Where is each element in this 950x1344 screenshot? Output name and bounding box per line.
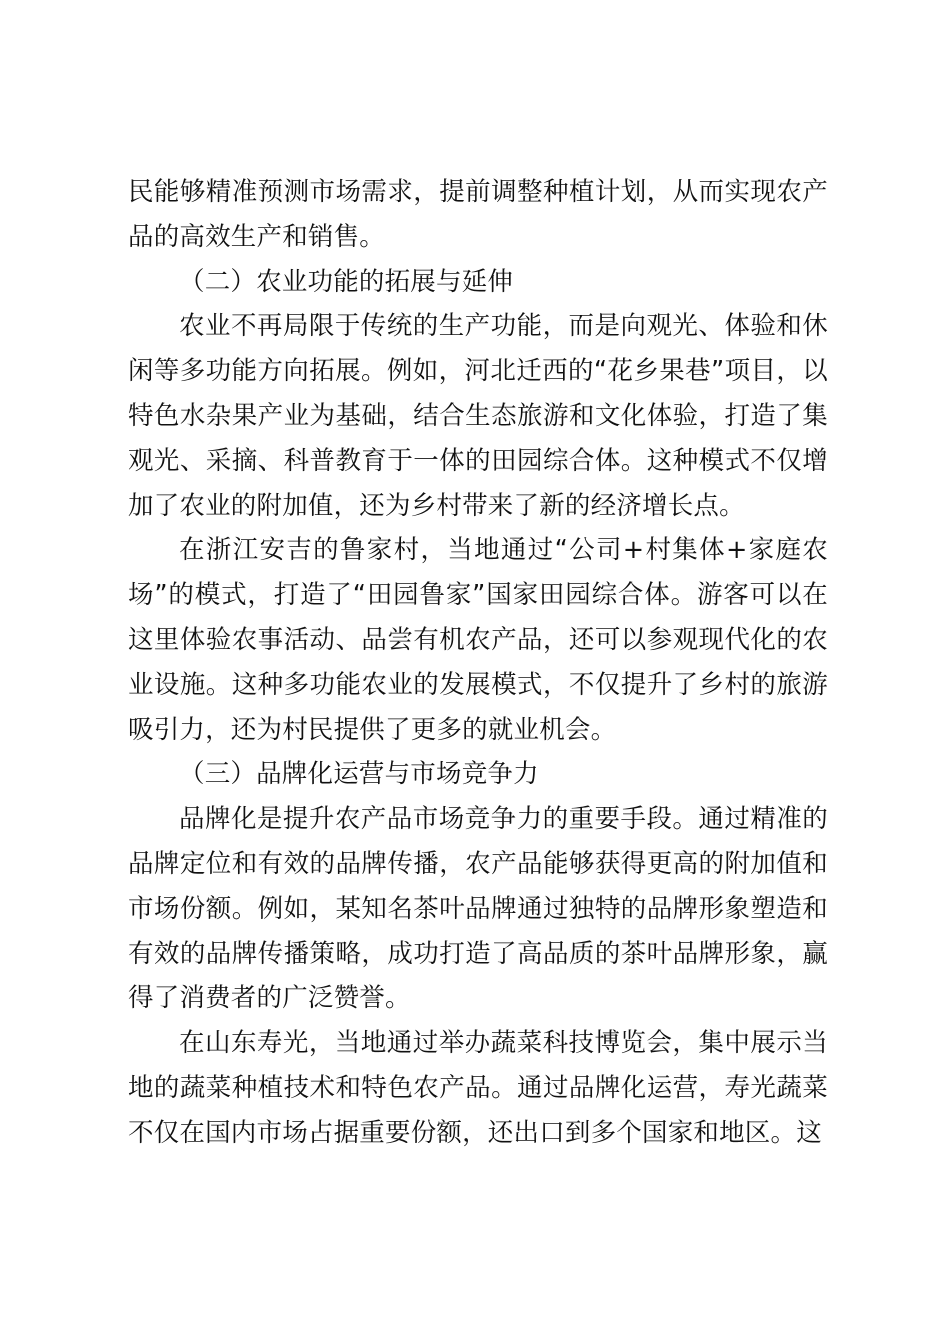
- body-paragraph: 在山东寿光，当地通过举办蔬菜科技博览会，集中展示当地的蔬菜种植技术和特色农产品。通过品牌化运营，寿光蔬菜不仅在国内市场占据重要份额，还出口到多个国家和地区。这: [128, 1028, 828, 1148]
- section-heading-3: （三）品牌化运营与市场竞争力: [179, 759, 539, 790]
- body-paragraph: 品牌化是提升农产品市场竞争力的重要手段。通过精准的品牌定位和有效的品牌传播，农产品能够获得更高的附加值和市场份额。例如，某知名茶叶品牌通过独特的品牌形象塑造和有效的品牌传播策略，成功打造了高品质的茶叶品牌形象，赢得了消费者的广泛赞誉。: [128, 804, 828, 1014]
- section-heading-2: （二）农业功能的拓展与延伸: [179, 266, 514, 297]
- body-paragraph: 在浙江安吉的鲁家村，当地通过“公司+村集体+家庭农场”的模式，打造了“田园鲁家”国家田园综合体。游客可以在这里体验农事活动、品尝有机农产品，还可以参观现代化的农业设施。这种多功能农业的发展模式，不仅提升了乡村的旅游吸引力，还为村民提供了更多的就业机会。: [128, 535, 828, 745]
- body-paragraph: 农业不再局限于传统的生产功能，而是向观光、体验和休闲等多功能方向拓展。例如，河北迁西的“花乡果巷”项目，以特色水杂果产业为基础，结合生态旅游和文化体验，打造了集观光、采摘、科普教育于一体的田园综合体。这种模式不仅增加了农业的附加值，还为乡村带来了新的经济增长点。: [128, 311, 828, 521]
- document-body: [128, 170, 828, 1156]
- continuation-paragraph: 民能够精准预测市场需求，提前调整种植计划，从而实现农产品的高效生产和销售。: [128, 177, 828, 252]
